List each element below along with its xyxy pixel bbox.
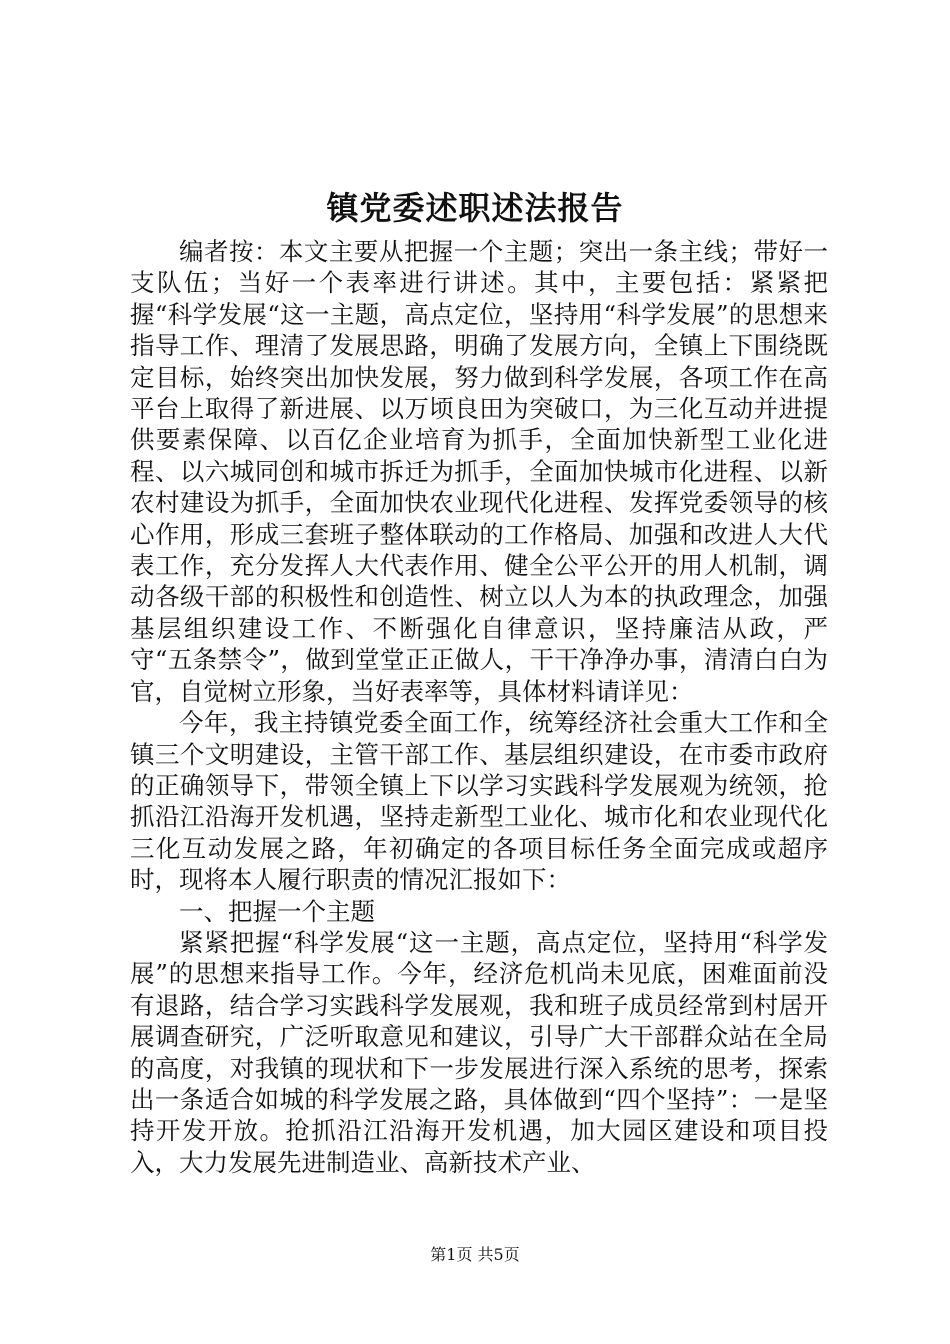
intro-paragraph: 今年，我主持镇党委全面工作，统筹经济社会重大工作和全镇三个文明建设，主管干部工作、基层组织建设，在市委市政府的正确领导下，带领全镇上下以学习实践科学发展观为统领，抢抓沿江沿海开发机遇，坚持走新型工业化、城市化和农业现代化三化互动发展之路，年初确定的各项目标任务全面完成或超序时，现将本人履行职责的情况汇报如下： bbox=[130, 708, 828, 895]
page-footer: 第1页 共5页 bbox=[430, 1245, 520, 1264]
editor-note-paragraph: 编者按：本文主要从把握一个主题；突出一条主线；带好一支队伍；当好一个表率进行讲述。其中，主要包括：紧紧把握“科学发展“这一主题，高点定位，坚持用“科学发展”的思想来指导工作、理清了发展思路，明确了发展方向，全镇上下围绕既定目标，始终突出加快发展，努力做到科学发展，各项工作在高平台上取得了新进展、以万顷良田为突破口，为三化互动并进提供要素保障、以百亿企业培育为抓手，全面加快新型工业化进程、以六城同创和城市拆迁为抓手，全面加快城市化进程、以新农村建设为抓手，全面加快农业现代化进程、发挥党委领导的核心作用，形成三套班子整体联动的工作格局、加强和改进人大代表工作，充分发挥人大代表作用、健全公平公开的用人机制，调动各级干部的积极性和创造性、树立以人为本的执政理念，加强基层组织建设工作、不断强化自律意识，坚持廉洁从政，严守“五条禁令”，做到堂堂正正做人，干干净净办事，清清白白为官，自觉树立形象，当好表率等，具体材料请详见： bbox=[130, 237, 828, 706]
document-title: 镇党委述职述法报告 bbox=[326, 189, 624, 227]
section-heading: 一、把握一个主题 bbox=[179, 896, 375, 926]
section-paragraph: 紧紧把握“科学发展“这一主题，高点定位，坚持用“科学发展”的思想来指导工作。今年，经济危机尚未见底，困难面前没有退路，结合学习实践科学发展观，我和班子成员经常到村居开展调查研究，广泛听取意见和建议，引导广大干部群众站在全局的高度，对我镇的现状和下一步发展进行深入系统的思考，探索出一条适合如城的科学发展之路，具体做到“四个坚持”：一是坚持开发开放。抢抓沿江沿海开发机遇，加大园区建设和项目投入，大力发展先进制造业、高新技术产业、 bbox=[130, 927, 828, 1177]
document-body bbox=[130, 236, 828, 1178]
